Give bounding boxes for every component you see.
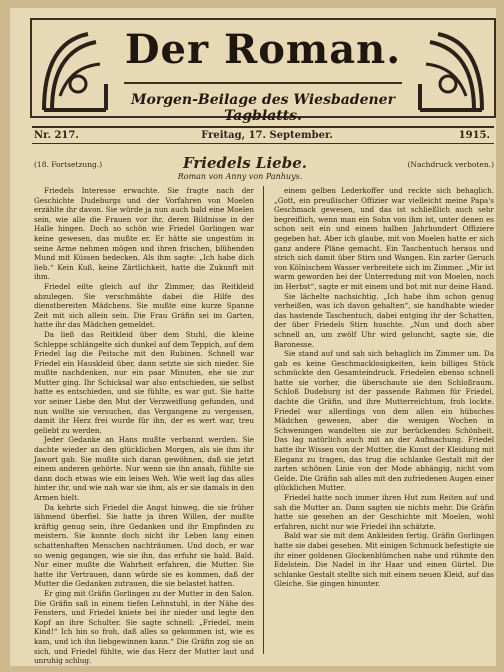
masthead-subtitle: Morgen-Beilage des Wiesbadener Tagblatts. <box>131 92 395 124</box>
paragraph: einem gelben Lederkoffer und reckte sich behaglich. „Gott, ein preußischer Offizier war vielleicht meine Papa's Geschmack gewesen, und das ist schließlich auch sehr begreiflich, wenn man ein Sohn von ihm ist, unter denen es schon seit ein und einem halben Jahrhundert Offiziere gegeben hat. Aber ich glaube, mit von Moelen hatte er sich ganz andere Pläne gemacht. Ein Taschentuch heraus und strich sich damit über Stirn und Wangen. Ein zarter Geruch von Kölnischem Wasser verbreitete sich im Zimmer. „Mir ist warm geworden bei der Unterredung mit von Moelen, noch im Herbst“, sagte er mit einem und bot mit nur deine Hand. <box>274 186 494 291</box>
newspaper-page <box>10 8 496 666</box>
masthead-rule <box>124 82 402 84</box>
art-nouveau-ornament-right-icon <box>414 26 488 116</box>
issue-date: Freitag, 17. September. <box>201 130 333 141</box>
paragraph: Da ließ das Reitkleid über dem Stuhl, die kleine Schleppe schlängelte sich dunkel auf dem Teppich, auf dem Friedel lag die Peitsche mit den Rubinen. Schnell war Friedel ein Hauskleid über, dann setzte sie sich nieder. Sie mußte nachdenken, nur ein paar Minuten, ehe sie zur Mutter ging. Ihr Schicksal war also entschieden, sie selbst hatte es entschieden, und sie fühlte, es war gut. Sie hatte vor seiner Liebe den Mut der Verzweiflung gefunden, und nun wollte sie versuchen, das Vergangene zu vergessen, damit ihr Herz frei wurde für ihn, der es wert war, treu geliebt zu werden. <box>34 329 254 435</box>
left-column <box>34 186 254 666</box>
text-columns <box>34 186 494 666</box>
masthead-title: Der Roman. <box>124 26 402 73</box>
paragraph: Er ging mit Gräfin Gorlingen zu der Mutter in den Salon. Die Gräfin saß in einem tiefen Lehnstuhl, in der Nähe des Fensters, und Friedel kniete bei ihr nieder und legte den Kopf an ihre Schulter. Sie sagte schnell: „Friedel, mein Kind!“ Ich bin so froh, daß alles so gekommen ist, wie es kam, und ich ihn liebgewinnen kann.“ Die Gräfin zog sie an sich, und Friedel fühlte, wie das Herz der Mutter laut und unruhig schlug. <box>34 588 254 666</box>
issue-info-bar <box>32 126 494 144</box>
story-title: Friedels Liebe. <box>183 154 307 172</box>
paragraph: Sie lächelte nachsichtig. „Ich habe ihm schon genug verheißen, was ich davon gehalten“, sie handhabte wieder das hastende Taschentuch, dabei entging ihr der Schatten, der über Friedels Stirn huschte. „Nun und doch aber schnell an, um zwölf Uhr wird geluncht, sagte sie, die Baronesse. <box>274 291 494 349</box>
issue-year: 1915. <box>458 130 490 141</box>
serial-note: (18. Fortsetzung.) <box>34 160 103 169</box>
story-author: Roman von Anny von Panhuys. <box>177 172 303 181</box>
paragraph: Friedels Interesse erwachte. Sie fragte nach der Geschichte Dudeburgs und der Vorfahren von Moelen erzählte ihr davon. Sie würde ja nun auch bald eine Moelen sein, wie alle die Frauen vor ihr, deren Bildnisse in der Halle hingen. Doch so schön wie Friedel Gorlingen war keine gewesen, das mußte er. Er hätte sie ungestüm in seine Arme nehmen mögen und ihren frischen, blühenden Mund mit Küssen bedecken. Als ihm sagte: „Ich habe dich lieb.“ Kein Kuß, keine Zärtlichkeit, hatte die Zukunft mit ihm. <box>34 186 254 282</box>
paragraph: Sie stand auf und sah sich behaglich im Zimmer um. Da gab es keine Geschmacklosigkeiten, kein billiges Stück schmückte den Gesamteindruck. Friedelen ebenso schnell hatte sie vorher, die überschaute sie den Schloßraum. Schloß Dudeburg ist der passende Rahmen für Friedel, dachte die Gräfin, und ihre Mutterreichtum, froh lockte. Friedel war allerdings von dem allen ein hübsches Mädchen gewesen, aber die wenigen Wochen in Schweningen wandelten sie zur berückenden Schönheit. Das lag natürlich auch mit an der Aufmachung. Friedel hatte ihr Wissen von der Mutter, die Kunst der Kleidung mit Eleganz zu tragen, das trug die schlanke Gestalt mit der zarten schönen Linie von der Mode abhängig, nicht vom Gelde. Die Gräfin sah alles mit den zufriedenen Augen einer glücklichen Mutter. <box>274 349 494 493</box>
paragraph: Friedel eilte gleich auf ihr Zimmer, das Reitkleid abzulegen. Sie verschmähte dabei die Hilfe des dienstbereiten Mädchens. Sie mußte eine kurze Spanne Zeit mit sich allein sein. Die Frau Gräfin sei im Garten, hatte ihr das Mädchen gemeldet. <box>34 281 254 330</box>
paragraph: Da kehrte sich Friedel die Angst hinweg, die sie früher lähmend überfiel. Sie hatte ja ihren Willen, der mußte kräftig genug sein, ihre Gedanken und ihr Empfinden zu meistern. Sie konnte doch nicht ihr Leben lang einen schattenhaften Menschen nachträumen. Und doch, er war so wenig gegangen, wie sie ihn, das erfuhr sie bald. Bald. Nur einer mußte die Wahrheit erfahren, die Mutter. Sie hatte ihr Vertrauen, dann würde sie es kommen, daß der Mutter die Gedanken zutrauen, die sie belastet hatten. <box>34 502 254 589</box>
paragraph: Friedel hatte noch immer ihren Hut zum Reiten auf und sah die Mutter an. Dann sagten sie nichts mehr. Die Gräfin hatte sie gesehen an der Geschichte mit Moelen, wohl erfahren, nicht nur wie Friedel ihn schätzte. <box>274 493 494 531</box>
reprint-note: (Nachdruck verboten.) <box>407 160 494 169</box>
issue-number: Nr. 217. <box>34 130 79 141</box>
paragraph: Bald war sie mit dem Ankleiden fertig. Gräfin Gorlingen hatte sie dabei gesehen. Mit einigen Schmuck befestigte sie ihr einer goldenen Glockenblümchen nahe und rühmte den Edelstein. Die Nadel in ihr Haar und einen Gürtel. Die schlanke Gestalt stellte sich mit einem neuen Kleid, auf das Gleiche. Sie gingen hinunter. <box>274 531 494 589</box>
masthead <box>30 18 496 124</box>
right-column <box>274 186 494 654</box>
column-divider <box>263 186 264 654</box>
paragraph: Jeder Gedanke an Hans mußte verbannt werden. Sie dachte wieder an den glücklichen Morgen, als sie ihm ihr Jawort gab. Sie mußte sich daran gewöhnen, daß sie jetzt einem anderen gehörte. Nur wenn sie ihn ansah, fühlte sie dann doch etwas wie ein leises Weh. Wie weit lag das alles hinter ihr, und wie nah war sie ihm, als er sie damals in den Armen hielt. <box>34 435 254 502</box>
